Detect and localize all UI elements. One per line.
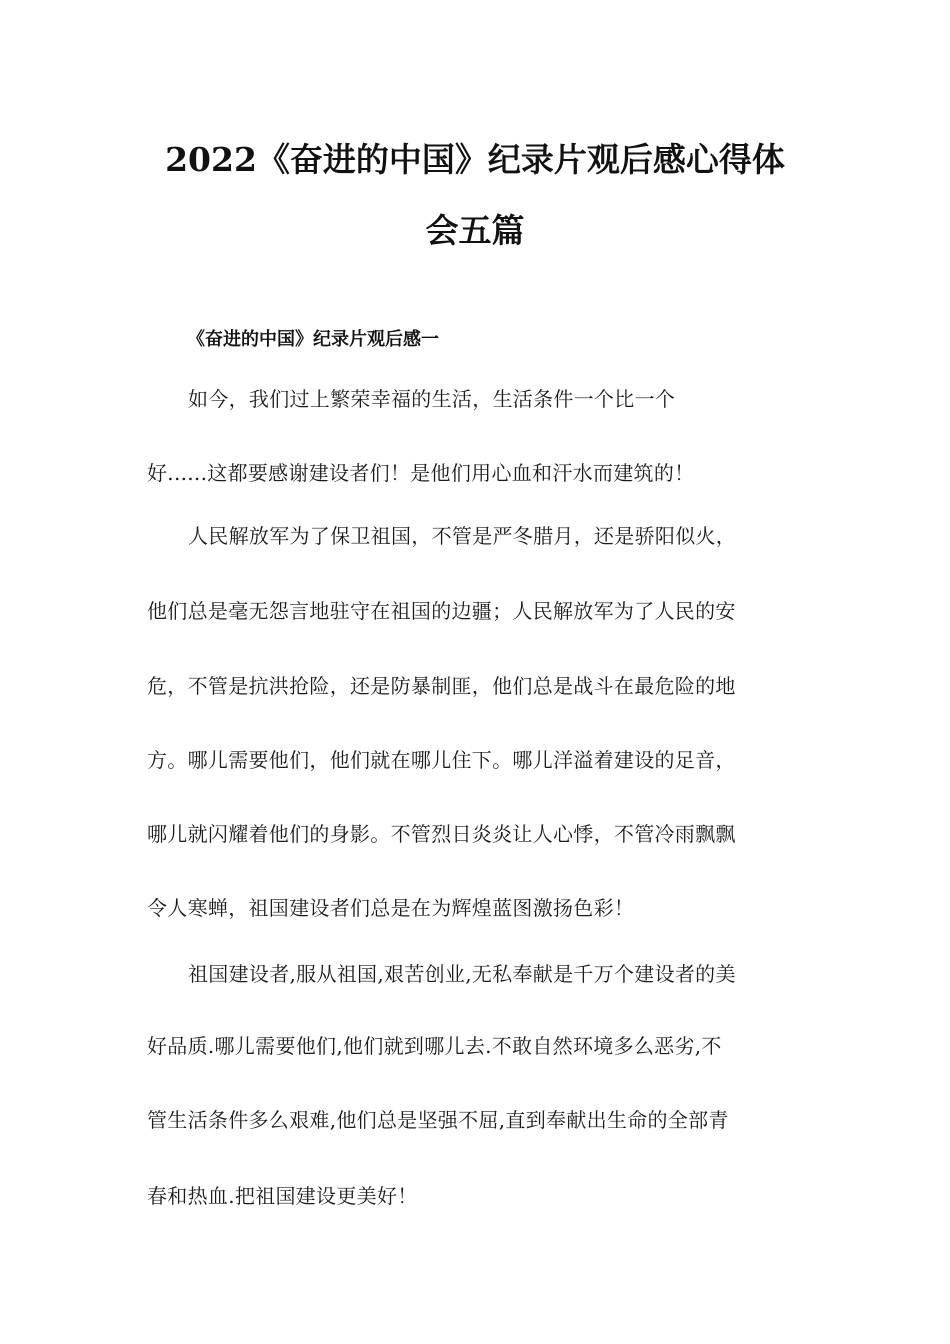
- paragraph-line: 管生活条件多么艰难,他们总是坚强不屈,直到奉献出生命的全部青: [147, 1108, 729, 1132]
- paragraph-line: 春和热血.把祖国建设更美好！: [147, 1184, 418, 1208]
- document-title-line-2: 会五篇: [425, 211, 525, 250]
- paragraph-line: 危，不管是抗洪抢险，还是防暴制匪，他们总是战斗在最危险的地: [147, 674, 736, 698]
- paragraph-line: 方。哪儿需要他们，他们就在哪儿住下。哪儿洋溢着建设的足音，: [147, 748, 736, 772]
- paragraph-line: 哪儿就闪耀着他们的身影。不管烈日炎炎让人心悸，不管冷雨飘飘: [147, 822, 736, 846]
- paragraph-line: 人民解放军为了保卫祖国，不管是严冬腊月，还是骄阳似火，: [188, 524, 737, 548]
- paragraph-line: 祖国建设者,服从祖国,艰苦创业,无私奉献是千万个建设者的美: [188, 962, 736, 986]
- paragraph-line: 好品质.哪儿需要他们,他们就到哪儿去.不敢自然环境多么恶劣,不: [147, 1034, 722, 1058]
- paragraph-line: 好......这都要感谢建设者们！是他们用心血和汗水而建筑的！: [147, 461, 695, 485]
- section-heading: 《奋进的中国》纪录片观后感一: [187, 329, 439, 350]
- paragraph-line: 如今，我们过上繁荣幸福的生活，生活条件一个比一个: [188, 387, 676, 411]
- paragraph-line: 他们总是毫无怨言地驻守在祖国的边疆；人民解放军为了人民的安: [147, 599, 736, 623]
- paragraph-line: 令人寒蝉，祖国建设者们总是在为辉煌蓝图激扬色彩！: [147, 896, 635, 920]
- document-title-line-1: 2022《奋进的中国》纪录片观后感心得体: [165, 140, 785, 179]
